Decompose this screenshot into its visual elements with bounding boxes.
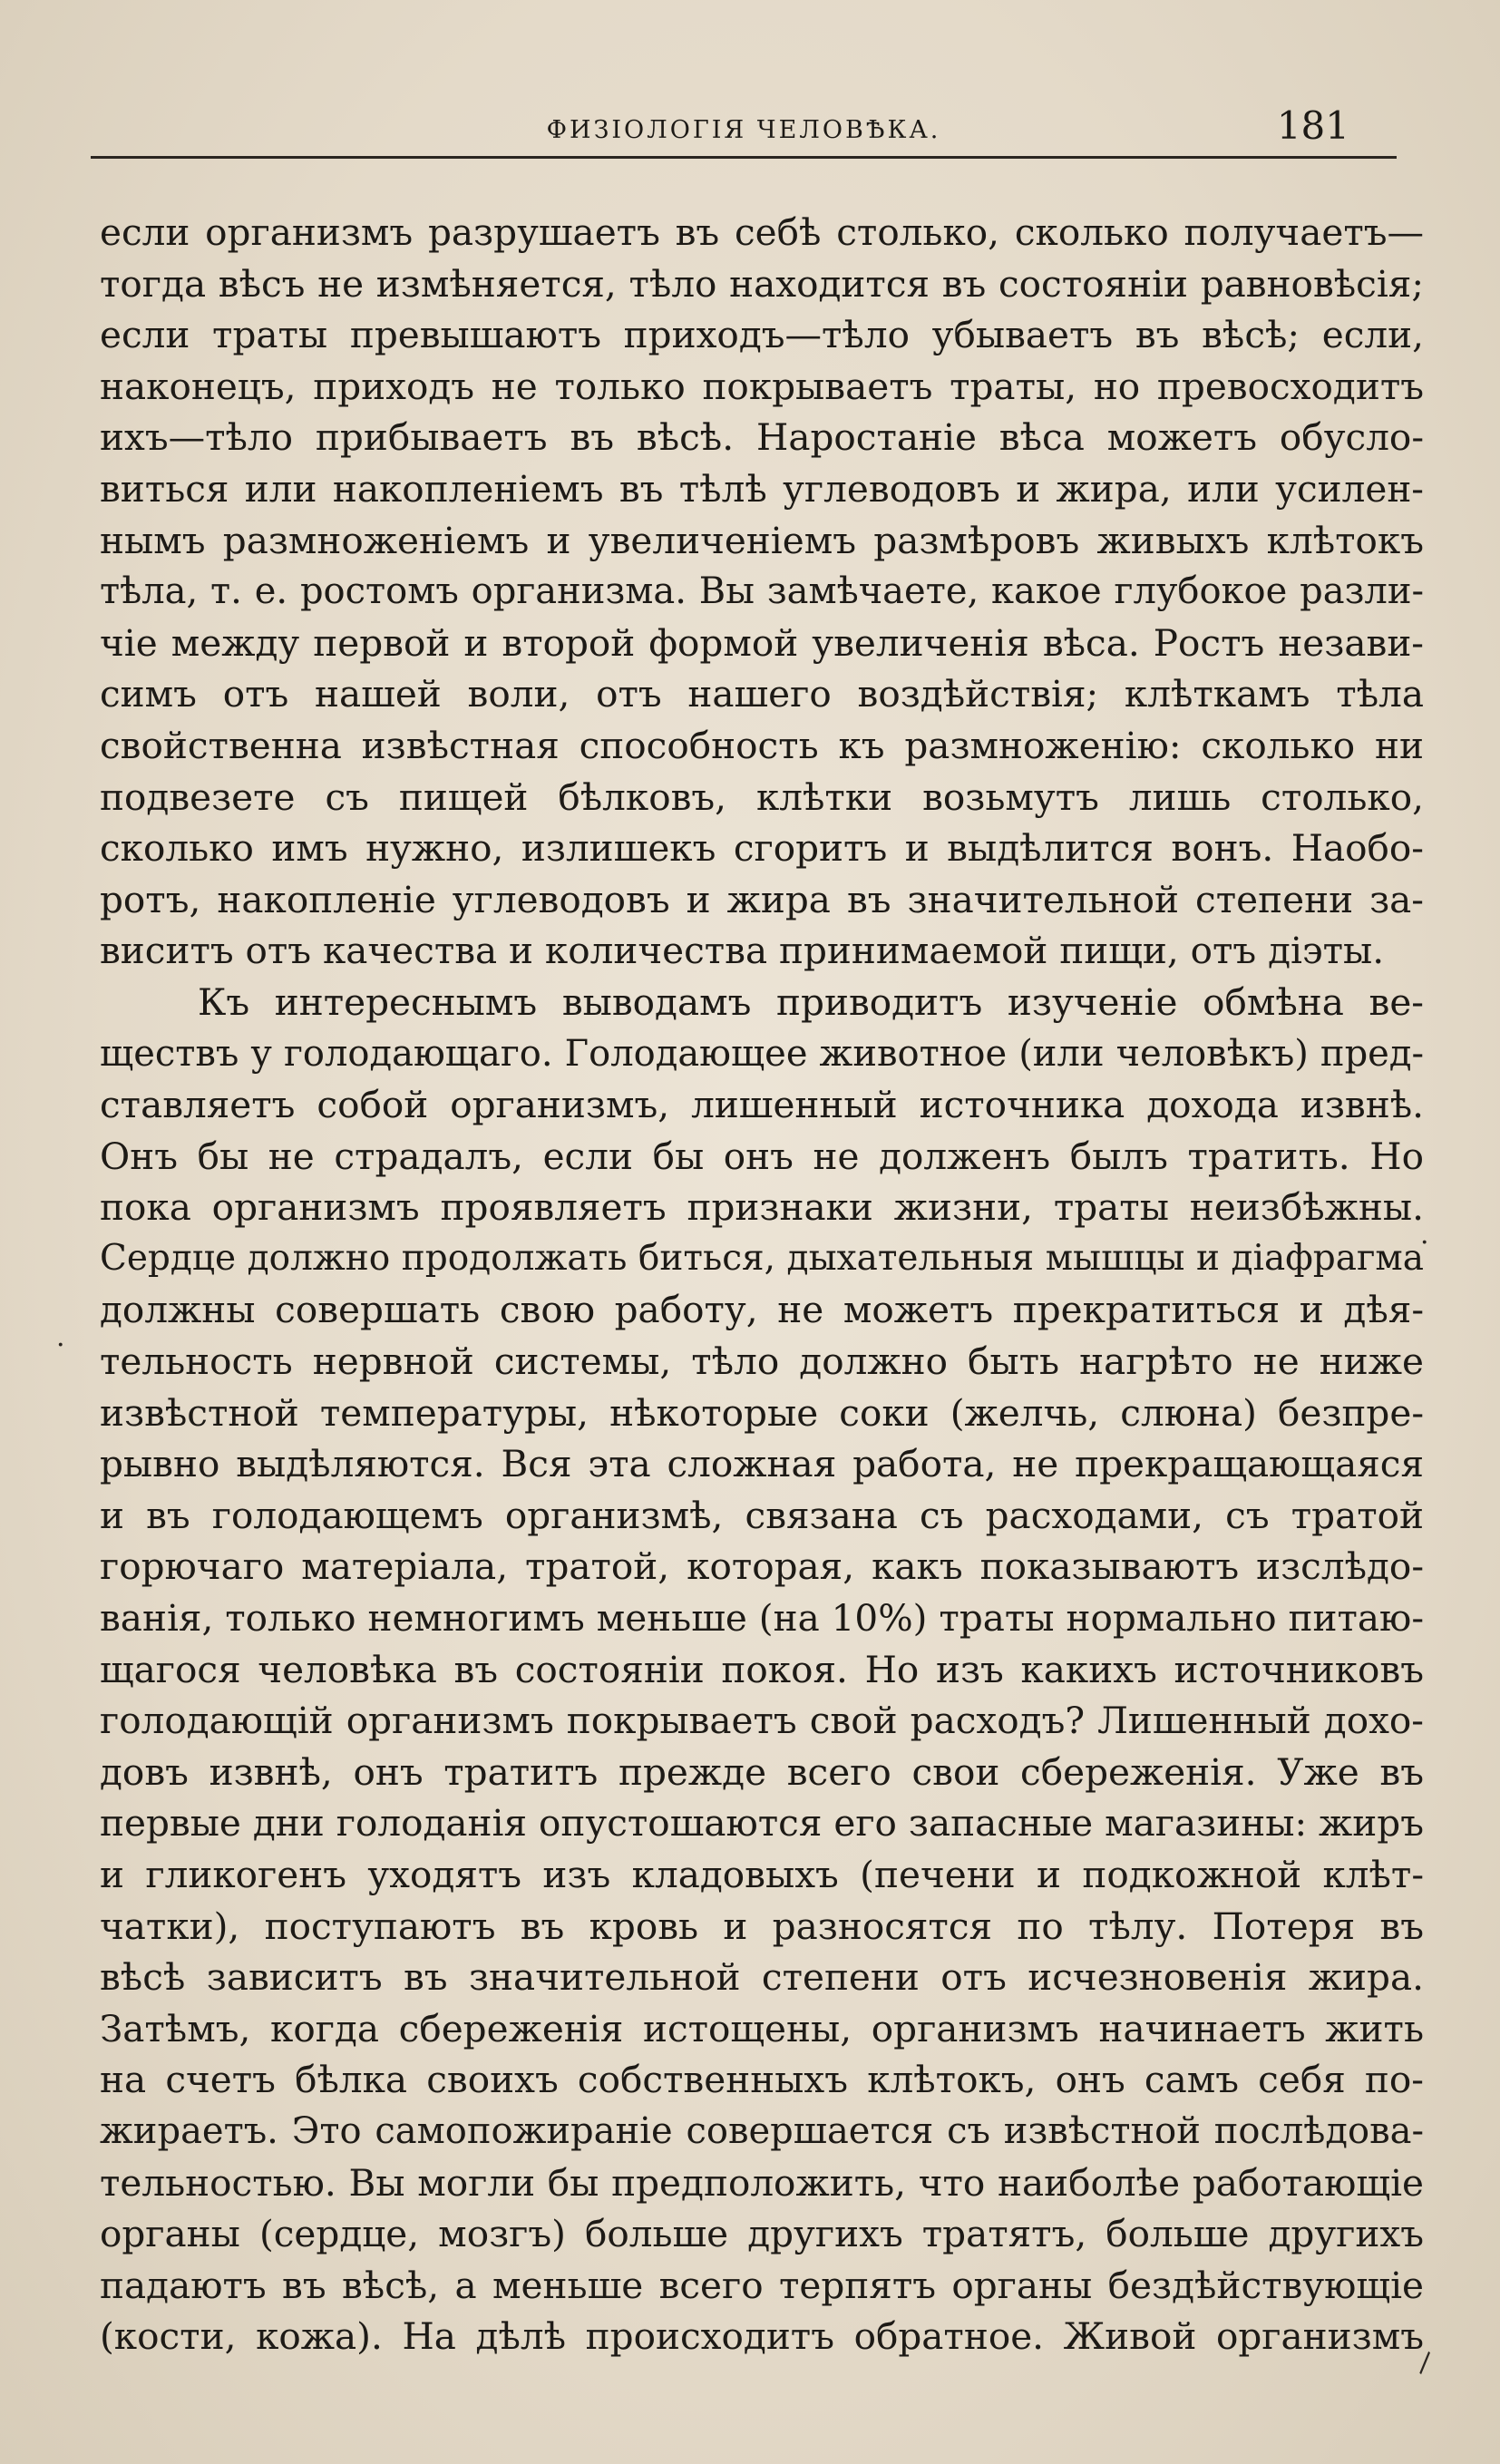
text-line: тѣла, т. е. ростомъ организма. Вы замѣчаете, какое глубокое разли- bbox=[100, 570, 1424, 613]
text-line: ставляетъ собой организмъ, лишенный источника дохода извнѣ. bbox=[100, 1083, 1424, 1127]
text-line: на счетъ бѣлка своихъ собственныхъ клѣтокъ, онъ самъ себя по- bbox=[100, 2058, 1424, 2102]
text-line: сколько имъ нужно, излишекъ сгоритъ и выдѣлится вонъ. Наобо- bbox=[100, 826, 1424, 871]
text-line: довъ извнѣ, онъ тратитъ прежде всего свои сбереженія. Уже въ bbox=[100, 1749, 1424, 1794]
text-line: тельностью. Вы могли бы предположить, что наиболѣе работающіе bbox=[100, 2160, 1424, 2205]
text-line: щагося человѣка въ состояніи покоя. Но изъ какихъ источниковъ bbox=[100, 1647, 1424, 1691]
text-line: ихъ—тѣло прибываетъ въ вѣсѣ. Наростаніе вѣса можетъ обусло- bbox=[100, 415, 1424, 460]
text-line: Онъ бы не страдалъ, если бы онъ не долженъ былъ тратить. Но bbox=[100, 1134, 1424, 1178]
text-line: если организмъ разрушаетъ въ себѣ столько, сколько получаетъ— bbox=[100, 210, 1424, 254]
text-line: тогда вѣсъ не измѣняется, тѣло находится въ состояніи равновѣсія; bbox=[100, 261, 1424, 306]
text-line: чатки), поступаютъ въ кровь и разносятся по тѣлу. Потеря въ bbox=[100, 1904, 1424, 1948]
text-line: ротъ, накопленіе углеводовъ и жира въ значительной степени за- bbox=[100, 877, 1424, 921]
text-line: голодающій организмъ покрываетъ свой расходъ? Лишенный дохо- bbox=[100, 1699, 1424, 1743]
page-header bbox=[91, 100, 1397, 159]
text-line: первые дни голоданія опустошаются его запасные магазины: жиръ bbox=[100, 1801, 1424, 1846]
text-line: подвезете съ пищей бѣлковъ, клѣтки возьмутъ лишь столько, bbox=[100, 774, 1424, 819]
text-line: виситъ отъ качества и количества принимаемой пищи, отъ діэты. bbox=[100, 929, 1385, 973]
text-line: ванія, только немногимъ меньше (на 10%) траты нормально питаю- bbox=[100, 1596, 1424, 1641]
text-line: Сердце должно продолжать биться, дыхательныя мышцы и діафрагма bbox=[100, 1237, 1424, 1279]
text-line: жираетъ. Это самопожираніе совершается съ извѣстной послѣдова- bbox=[100, 2109, 1424, 2152]
text-line: органы (сердце, мозгъ) больше другихъ тратятъ, больше другихъ bbox=[100, 2212, 1424, 2256]
text-line: ществъ у голодающаго. Голодающее животное (или человѣкъ) пред- bbox=[100, 1032, 1424, 1075]
text-line: должны совершать свою работу, не можетъ прекратиться и дѣя- bbox=[100, 1288, 1424, 1332]
text-line: горючаго матеріала, тратой, которая, какъ показываютъ изслѣдо- bbox=[100, 1544, 1424, 1589]
text-line: (кости, кожа). На дѣлѣ происходитъ обратное. Живой организмъ bbox=[100, 2314, 1424, 2359]
text-line: падаютъ въ вѣсѣ, а меньше всего терпятъ органы бездѣйствующіе bbox=[100, 2263, 1424, 2307]
text-line: виться или накопленіемъ въ тѣлѣ углеводовъ и жира, или усилен- bbox=[100, 466, 1424, 511]
text-line: нымъ размноженіемъ и увеличеніемъ размѣровъ живыхъ клѣтокъ bbox=[100, 518, 1424, 562]
text-line: рывно выдѣляются. Вся эта сложная работа, не прекращающаяся bbox=[100, 1442, 1424, 1486]
text-line: извѣстной температуры, нѣкоторые соки (желчь, слюна) безпре- bbox=[100, 1390, 1424, 1435]
text-line: и гликогенъ уходятъ изъ кладовыхъ (печени и подкожной клѣт- bbox=[100, 1853, 1424, 1896]
text-line: Затѣмъ, когда сбереженія истощены, организмъ начинаетъ жить bbox=[100, 2006, 1424, 2050]
body-text bbox=[100, 207, 1424, 2362]
text-line: тельность нервной системы, тѣло должно быть нагрѣто не ниже bbox=[100, 1339, 1424, 1384]
paragraph-start-line: Къ интереснымъ выводамъ приводитъ изученіе обмѣна ве- bbox=[198, 979, 1424, 1024]
text-line: чіе между первой и второй формой увеличенія вѣса. Ростъ незави- bbox=[100, 620, 1424, 665]
print-speck: · bbox=[1420, 1227, 1429, 1259]
print-speck: · bbox=[56, 1329, 65, 1361]
text-line: вѣсѣ зависитъ въ значительной степени отъ исчезновенія жира. bbox=[100, 1955, 1424, 2000]
text-line: пока организмъ проявляетъ признаки жизни, траты неизбѣжны. bbox=[100, 1185, 1424, 1230]
text-line: и въ голодающемъ организмѣ, связана съ расходами, съ тратой bbox=[100, 1493, 1424, 1537]
text-line: если траты превышаютъ приходъ—тѣло убываетъ въ вѣсѣ; если, bbox=[100, 313, 1424, 357]
page-number: 181 bbox=[1276, 103, 1349, 148]
running-title: ФИЗІОЛОГІЯ ЧЕЛОВѢКА. bbox=[546, 116, 941, 144]
text-line: наконецъ, приходъ не только покрываетъ траты, но превосходитъ bbox=[100, 364, 1424, 408]
text-line: симъ отъ нашей воли, отъ нашего воздѣйствія; клѣткамъ тѣла bbox=[100, 672, 1424, 716]
text-line: свойственна извѣстная способность къ размноженію: сколько ни bbox=[100, 723, 1424, 767]
print-speck: \ bbox=[1410, 2347, 1439, 2379]
